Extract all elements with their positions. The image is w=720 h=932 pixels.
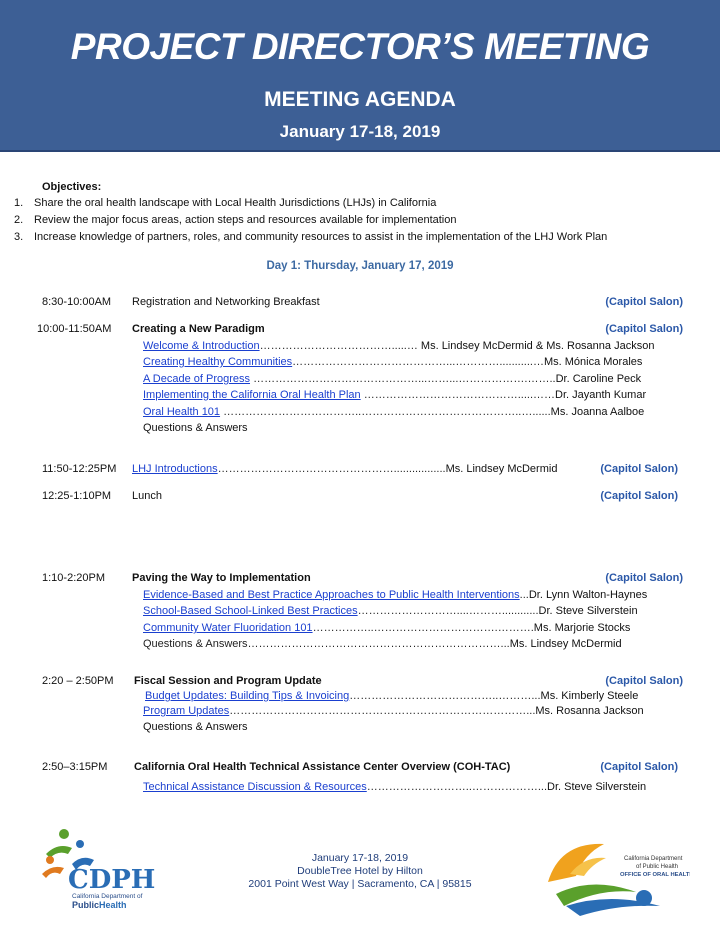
objective-item: [14, 231, 607, 243]
session-title: Paving the Way to Implementation: [132, 572, 311, 584]
session-time: 11:50-12:25PM: [42, 463, 117, 475]
topic-link[interactable]: Community Water Fluoridation 101: [143, 622, 313, 634]
cdph-logo: [38, 824, 164, 912]
objectives-heading: Objectives:: [42, 181, 102, 193]
topic-link[interactable]: Implementing the California Oral Health Plan: [143, 389, 361, 401]
session-time: 12:25-1:10PM: [42, 490, 112, 502]
objective-item: [14, 197, 436, 209]
leader-dots: ………………………………………….................: [217, 463, 446, 475]
speaker-name: Dr. Steve Silverstein: [538, 605, 638, 617]
agenda-item: [143, 340, 685, 352]
session-time: 8:30-10:00AM: [42, 296, 112, 308]
session-location: (Capitol Salon): [605, 323, 683, 335]
svg-text:OFFICE OF ORAL HEALTH: OFFICE OF ORAL HEALTH: [620, 872, 690, 878]
speaker-name: .Dr. Caroline Peck: [552, 373, 642, 385]
leader-dots: ………………………………..……………………………………..…......: [220, 406, 551, 418]
session-time: 2:20 – 2:50PM: [42, 675, 114, 687]
agenda-item: [143, 406, 685, 418]
agenda-item-qa: [143, 422, 248, 434]
svg-text:California Department of: California Department of: [72, 893, 143, 900]
svg-text:CDPH: CDPH: [68, 865, 156, 895]
session-title: Lunch: [132, 490, 162, 502]
leader-dots: …………………………………..………...: [349, 690, 541, 702]
objective-number: 2.: [14, 214, 24, 226]
agenda-item-qa: [143, 721, 248, 733]
session-title: Creating a New Paradigm: [132, 323, 265, 335]
session-location: (Capitol Salon): [600, 463, 678, 475]
speaker-name: Ms. Mónica Morales: [543, 356, 643, 368]
speaker-name: Ms. Kimberly Steele: [540, 690, 639, 702]
leader-dots: ……………..…………………………….……….: [312, 622, 534, 634]
day-heading: Day 1: Thursday, January 17, 2019: [266, 260, 454, 272]
leader-dots: ……………………………….....…: [259, 340, 418, 352]
qa-label: Questions & Answers: [143, 721, 248, 733]
objective-item: [14, 214, 457, 226]
speaker-name: Ms. Joanna Aalboe: [550, 406, 645, 418]
leader-dots: ………………………....………............: [357, 605, 539, 617]
leader-dots: ………………………………………………………………………...: [229, 705, 536, 717]
leader-dots: ……………………………………...…………...........…: [292, 356, 544, 368]
meeting-title: PROJECT DIRECTOR’S MEETING: [70, 26, 650, 67]
footer-date: January 17-18, 2019: [311, 852, 409, 864]
session-location: (Capitol Salon): [605, 572, 683, 584]
speaker-name: Dr. Jayanth Kumar: [555, 389, 647, 401]
topic-link[interactable]: Budget Updates: Building Tips & Invoicing: [145, 690, 350, 702]
session-title: Registration and Networking Breakfast: [132, 296, 320, 308]
cdph-logo-icon: [38, 824, 164, 912]
oral-health-logo-icon: [540, 836, 690, 918]
session-location: (Capitol Salon): [605, 675, 683, 687]
agenda-item: [143, 705, 678, 717]
topic-link[interactable]: Welcome & Introduction: [143, 340, 260, 352]
leader-dots: …………………………………….....……: [360, 389, 556, 401]
leader-dots: ………………………..………………...: [366, 781, 548, 793]
objective-number: 3.: [14, 231, 24, 243]
speaker-name: Dr. Steve Silverstein: [547, 781, 647, 793]
session-location: (Capitol Salon): [605, 296, 683, 308]
footer-address: 2001 Point West Way | Sacramento, CA | 95815: [248, 878, 472, 890]
speaker-name: Ms. Marjorie Stocks: [533, 622, 631, 634]
leader-dots: ………………………………………...……...……………….…….: [250, 373, 553, 385]
topic-link[interactable]: School-Based School-Linked Best Practices: [143, 605, 358, 617]
speaker-name: Ms. Lindsey McDermid: [509, 638, 622, 650]
meeting-date: January 17-18, 2019: [279, 122, 441, 141]
agenda-item: [143, 605, 685, 617]
session-location: (Capitol Salon): [600, 761, 678, 773]
topic-link[interactable]: Program Updates: [143, 705, 230, 717]
objective-text: Review the major focus areas, action steps and resources available for implementation: [34, 214, 457, 226]
objective-text: Increase knowledge of partners, roles, and community resources to assist in the implementation of the LHJ Work Plan: [34, 231, 608, 243]
session-title: California Oral Health Technical Assistance Center Overview (COH-TAC): [134, 761, 511, 773]
agenda-item: [143, 589, 685, 601]
agenda-item: [143, 389, 685, 401]
footer-venue: DoubleTree Hotel by Hilton: [297, 865, 423, 877]
session-time: 10:00-11:50AM: [37, 323, 112, 335]
meeting-subtitle: MEETING AGENDA: [264, 88, 456, 111]
svg-text:PublicHealth: PublicHealth: [72, 900, 127, 910]
session-time: 2:50–3:15PM: [42, 761, 108, 773]
topic-link[interactable]: Oral Health 101: [143, 406, 221, 418]
qa-label: Questions & Answers……………………………………………………………...: [143, 638, 510, 650]
agenda-item: [145, 690, 680, 702]
svg-text:California Department: California Department: [624, 856, 683, 862]
agenda-item: [143, 638, 685, 650]
speaker-name: Ms. Rosanna Jackson: [535, 705, 644, 717]
topic-link[interactable]: Evidence-Based and Best Practice Approaches to Public Health Interventions: [143, 589, 520, 601]
topic-link[interactable]: LHJ Introductions: [132, 463, 218, 475]
topic-link[interactable]: Creating Healthy Communities: [143, 356, 293, 368]
session-title: Fiscal Session and Program Update: [134, 675, 322, 687]
svg-text:of Public Health: of Public Health: [636, 864, 679, 870]
topic-link[interactable]: Technical Assistance Discussion & Resources: [143, 781, 367, 793]
office-oral-health-logo: [540, 836, 690, 918]
speaker-name: Ms. Lindsey McDermid: [445, 463, 558, 475]
agenda-item: [132, 463, 592, 475]
agenda-item: [143, 356, 685, 368]
agenda-item: [143, 622, 685, 634]
session-time: 1:10-2:20PM: [42, 572, 105, 584]
agenda-item: [143, 373, 685, 385]
speaker-name: Dr. Lynn Walton-Haynes: [528, 589, 648, 601]
session-location: (Capitol Salon): [600, 490, 678, 502]
speaker-name: Ms. Lindsey McDermid & Ms. Rosanna Jackson: [417, 340, 655, 352]
leader-dots: ...: [519, 589, 529, 601]
agenda-item: [143, 781, 685, 793]
header-banner: [0, 0, 720, 152]
objective-number: 1.: [14, 197, 24, 209]
topic-link[interactable]: A Decade of Progress: [143, 373, 251, 385]
qa-label: Questions & Answers: [143, 422, 248, 434]
objective-text: Share the oral health landscape with Local Health Jurisdictions (LHJs) in California: [34, 197, 437, 209]
